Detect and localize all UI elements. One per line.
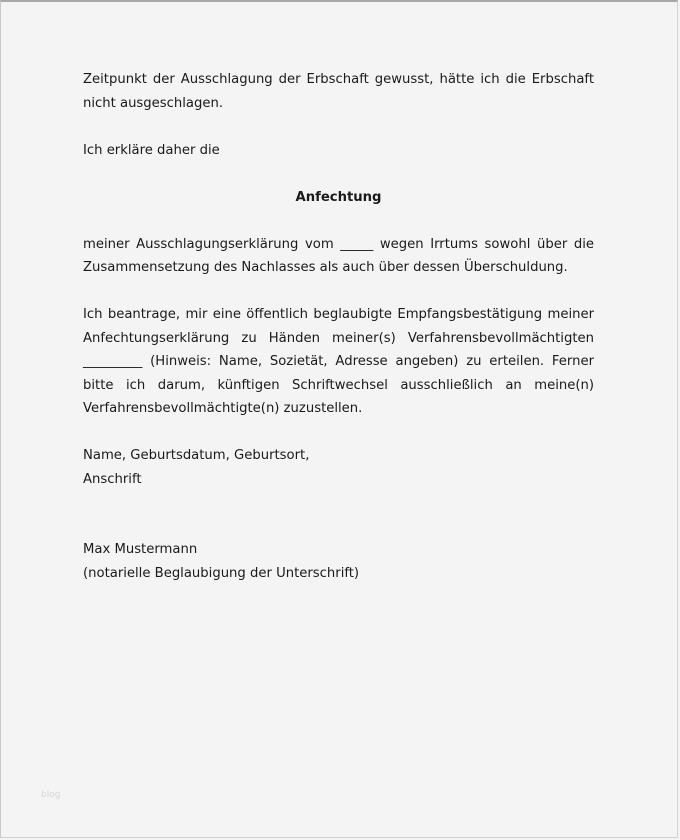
watermark: blog: [41, 790, 61, 800]
sender-line-address: Anschrift: [83, 471, 142, 487]
document-content: [83, 68, 594, 609]
spacer: [83, 515, 594, 539]
signature-block: [83, 538, 594, 585]
sender-line-name: Name, Geburtsdatum, Geburtsort,: [83, 448, 310, 463]
paragraph-antrag: Ich beantrage, mir eine öffentlich beglaubigte Empfangsbestätigung meiner Anfechtungserklärung zu Händen meiner(s) Verfahrensbevollmächtigten _________ (Hinweis: Name, Sozietät, Adresse angeben) zu erteilen. Ferner bitte ich darum, künftigen Schriftwechsel ausschließlich an meine(n) Verfahrensbevollmächtigte(n) zuzustellen.: [83, 307, 594, 416]
paragraph-irrtum: meiner Ausschlagungserklärung vom _____ wegen Irrtums sowohl über die Zusammensetzung des Nachlasses als auch über dessen Überschuldung.: [83, 236, 594, 275]
paragraph-declaration: Ich erkläre daher die: [83, 142, 220, 158]
signature-name: Max Mustermann: [83, 542, 198, 557]
signature-note: (notarielle Beglaubigung der Unterschrift): [83, 565, 360, 581]
document-heading: Anfechtung: [295, 189, 382, 205]
sender-block: [83, 444, 594, 491]
paragraph-intro: Zeitpunkt der Ausschlagung der Erbschaft gewusst, hätte ich die Erbschaft nicht ausgeschlagen.: [83, 72, 594, 111]
